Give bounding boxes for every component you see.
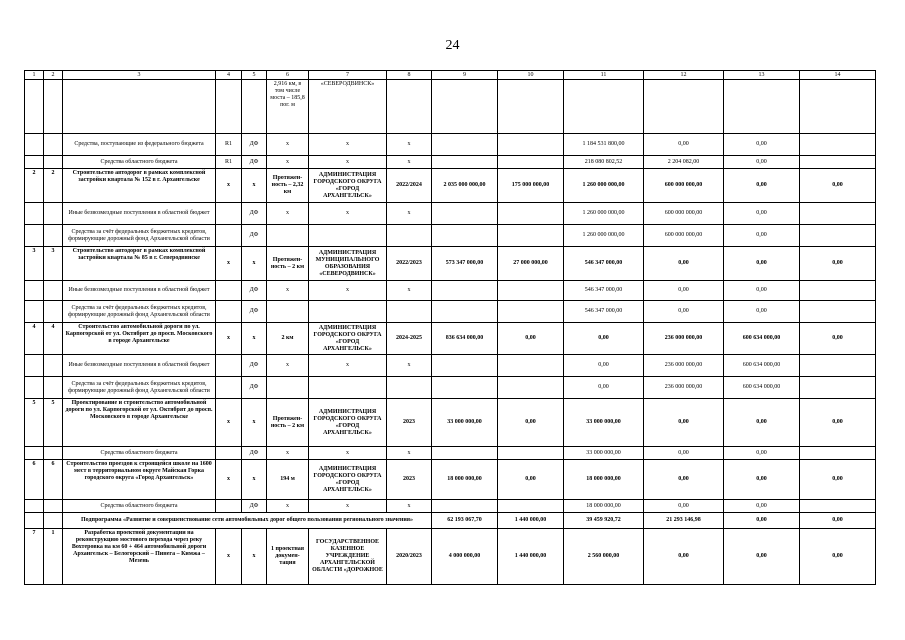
customer-cell: х: [309, 355, 387, 377]
subprogram-name: Подпрограмма «Развитие и совершенствование сети автомобильных дорог общего пользования регионального значения»: [63, 513, 432, 529]
row-subnumber: [44, 500, 63, 513]
amount-cell: 546 347 000,00: [564, 301, 644, 323]
header-cell: 5: [242, 71, 267, 80]
cell-code: х: [216, 399, 242, 447]
amount-cell: [498, 225, 564, 247]
amount-cell: 0,00: [644, 301, 724, 323]
cell-fund: ДФ: [242, 156, 267, 169]
customer-cell: АДМИНИСТРАЦИЯ ГОРОДСКОГО ОКРУГА «ГОРОД АРХАНГЕЛЬСК»: [309, 460, 387, 500]
amount-cell: 0,00: [498, 460, 564, 500]
amount-cell: [498, 301, 564, 323]
period-cell: х: [387, 281, 432, 301]
row-subnumber: 4: [44, 323, 63, 355]
amount-cell: 546 347 000,00: [564, 281, 644, 301]
row-number: [25, 134, 44, 156]
amount-cell: 18 000 000,00: [432, 460, 498, 500]
period-cell: 2024-2025: [387, 323, 432, 355]
amount-cell: [498, 281, 564, 301]
table-row-item: [25, 247, 876, 281]
cell-code: [216, 355, 242, 377]
table-row-source: [25, 203, 876, 225]
cell-empty: [25, 513, 44, 529]
customer-cell: АДМИНИСТРАЦИЯ МУНИЦИПАЛЬНОГО ОБРАЗОВАНИЯ «СЕВЕРОДВИНСК»: [309, 247, 387, 281]
table-row-source: [25, 447, 876, 460]
cell-fund: ДФ: [242, 203, 267, 225]
customer-cell: [309, 225, 387, 247]
capacity-cell: [267, 301, 309, 323]
row-subnumber: 5: [44, 399, 63, 447]
amount-cell: [800, 447, 876, 460]
amount-cell: [498, 447, 564, 460]
cell-code: х: [216, 169, 242, 203]
table-row-item: [25, 460, 876, 500]
amount-cell: 236 000 000,00: [644, 377, 724, 399]
cell-fund: ДФ: [242, 500, 267, 513]
amount-cell: 0,00: [564, 323, 644, 355]
amount-cell: [800, 203, 876, 225]
amount-cell: 18 000 000,00: [564, 460, 644, 500]
period-cell: [387, 377, 432, 399]
header-cell: 13: [724, 71, 800, 80]
row-subnumber: [44, 203, 63, 225]
period-cell: 2022/2023: [387, 247, 432, 281]
table-row-source: [25, 225, 876, 247]
amount-cell: 0,00: [724, 203, 800, 225]
cell-code: R1: [216, 156, 242, 169]
cell-fund: ДФ: [242, 281, 267, 301]
amount-cell: [432, 203, 498, 225]
customer-cell: х: [309, 134, 387, 156]
customer-cell: АДМИНИСТРАЦИЯ ГОРОДСКОГО ОКРУГА «ГОРОД АРХАНГЕЛЬСК»: [309, 323, 387, 355]
amount-cell: [498, 355, 564, 377]
customer-cell: х: [309, 281, 387, 301]
amount-cell: [432, 355, 498, 377]
row-number: 4: [25, 323, 44, 355]
amount-cell: 600 634 000,00: [724, 323, 800, 355]
period-cell: [387, 225, 432, 247]
cell-fund: х: [242, 529, 267, 585]
funding-source-name: Средства за счёт федеральных бюджетных кредитов, формирующие дорожный фонд Архангельской области: [63, 377, 216, 399]
row-number: [25, 156, 44, 169]
customer-cell: «СЕВЕРОДВИНСК»: [309, 80, 387, 134]
amount-cell: [800, 225, 876, 247]
header-cell: 10: [498, 71, 564, 80]
table-row-source: [25, 134, 876, 156]
amount-cell: 0,00: [644, 281, 724, 301]
funding-source-name: Средства областного бюджета: [63, 447, 216, 460]
row-number: [25, 500, 44, 513]
table-row-source: [25, 281, 876, 301]
customer-cell: [309, 377, 387, 399]
cell-fund: ДФ: [242, 301, 267, 323]
amount-cell: [644, 80, 724, 134]
row-subnumber: 6: [44, 460, 63, 500]
amount-cell: 0,00: [498, 323, 564, 355]
table-row-item: [25, 399, 876, 447]
cell-code: [216, 225, 242, 247]
cell-code: х: [216, 460, 242, 500]
capacity-cell: х: [267, 156, 309, 169]
header-cell: 11: [564, 71, 644, 80]
row-subnumber: [44, 156, 63, 169]
capacity-cell: х: [267, 355, 309, 377]
amount-cell: [498, 203, 564, 225]
row-subnumber: 2: [44, 169, 63, 203]
amount-cell: 175 000 000,00: [498, 169, 564, 203]
amount-cell: 600 000 000,00: [644, 203, 724, 225]
cell-code: [216, 80, 242, 134]
object-name: Разработка проектной документации на реконструкцию мостового перехода через реку Вохтеровка на км 60 + 464 автомобильной дороги Архангельск – Белогорский – Пинега – Кимжа – Мезень: [63, 529, 216, 585]
amount-cell: 18 000 000,00: [564, 500, 644, 513]
amount-cell: 600 000 000,00: [644, 169, 724, 203]
object-name: Строительство проездов к строящейся школе на 1600 мест в территориальном округе Майская Горка городского округа «Город Архангельск»: [63, 460, 216, 500]
amount-cell: 573 347 000,00: [432, 247, 498, 281]
capacity-cell: х: [267, 500, 309, 513]
amount-cell: [498, 156, 564, 169]
amount-cell: 33 000 000,00: [564, 447, 644, 460]
amount-cell: 4 000 000,00: [432, 529, 498, 585]
amount-cell: [564, 80, 644, 134]
cell-code: [216, 281, 242, 301]
funding-source-name: Иные безвозмездные поступления в областной бюджет: [63, 355, 216, 377]
customer-cell: х: [309, 447, 387, 460]
amount-cell: 0,00: [724, 301, 800, 323]
period-cell: х: [387, 156, 432, 169]
cell-fund: ДФ: [242, 134, 267, 156]
cell-fund: ДФ: [242, 377, 267, 399]
period-cell: 2022/2024: [387, 169, 432, 203]
cell-fund: х: [242, 460, 267, 500]
amount-cell: [498, 500, 564, 513]
capacity-cell: Протяжен-ность – 2,32 км: [267, 169, 309, 203]
object-name: Строительство автодорог в рамках комплексной застройки квартала № 85 в г. Северодвинске: [63, 247, 216, 281]
customer-cell: х: [309, 156, 387, 169]
row-number: 3: [25, 247, 44, 281]
customer-cell: х: [309, 203, 387, 225]
amount-cell: 0,00: [800, 513, 876, 529]
row-number: [25, 80, 44, 134]
cell-fund: ДФ: [242, 355, 267, 377]
amount-cell: [800, 156, 876, 169]
row-number: 6: [25, 460, 44, 500]
period-cell: 2020/2023: [387, 529, 432, 585]
cell-code: х: [216, 323, 242, 355]
amount-cell: 0,00: [644, 500, 724, 513]
object-name: Строительство автодорог в рамках комплексной застройки квартала № 152 в г. Архангельске: [63, 169, 216, 203]
cell-code: [216, 203, 242, 225]
amount-cell: 0,00: [724, 281, 800, 301]
amount-cell: [800, 355, 876, 377]
row-subnumber: [44, 447, 63, 460]
amount-cell: [800, 500, 876, 513]
row-subnumber: [44, 355, 63, 377]
funding-source-name: Средства за счёт федеральных бюджетных кредитов, формирующие дорожный фонд Архангельской области: [63, 225, 216, 247]
amount-cell: 1 260 000 000,00: [564, 203, 644, 225]
customer-cell: АДМИНИСТРАЦИЯ ГОРОДСКОГО ОКРУГА «ГОРОД АРХАНГЕЛЬСК»: [309, 169, 387, 203]
amount-cell: 27 000 000,00: [498, 247, 564, 281]
amount-cell: 0,00: [800, 169, 876, 203]
amount-cell: 0,00: [498, 399, 564, 447]
budget-table: [24, 70, 876, 585]
amount-cell: [432, 301, 498, 323]
header-cell: 9: [432, 71, 498, 80]
amount-cell: 0,00: [564, 355, 644, 377]
cell-fund: х: [242, 169, 267, 203]
amount-cell: 0,00: [724, 156, 800, 169]
funding-source-name: Средства областного бюджета: [63, 500, 216, 513]
amount-cell: 0,00: [724, 169, 800, 203]
row-subnumber: [44, 301, 63, 323]
capacity-cell: 194 м: [267, 460, 309, 500]
customer-cell: ГОСУДАРСТВЕННОЕ КАЗЕННОЕ УЧРЕЖДЕНИЕ АРХАНГЕЛЬСКОЙ ОБЛАСТИ «ДОРОЖНОЕ: [309, 529, 387, 585]
row-number: [25, 281, 44, 301]
amount-cell: 0,00: [644, 399, 724, 447]
object-name: Проектирование и строительство автомобильной дороги по ул. Карпогорской от ул. Октябрят до просп. Московского в городе Архангельске: [63, 399, 216, 447]
cell-code: [216, 500, 242, 513]
amount-cell: 0,00: [800, 460, 876, 500]
row-subnumber: [44, 225, 63, 247]
amount-cell: 0,00: [800, 529, 876, 585]
cell-fund: [242, 80, 267, 134]
header-cell: 8: [387, 71, 432, 80]
table-row-source: [25, 156, 876, 169]
amount-cell: 0,00: [724, 529, 800, 585]
cell-code: R1: [216, 134, 242, 156]
row-number: [25, 203, 44, 225]
row-subnumber: [44, 281, 63, 301]
amount-cell: [432, 377, 498, 399]
amount-cell: 62 193 067,70: [432, 513, 498, 529]
cell-code: [216, 377, 242, 399]
header-cell: 7: [309, 71, 387, 80]
table-row-item: [25, 169, 876, 203]
cell-code: [216, 447, 242, 460]
amount-cell: 0,00: [724, 247, 800, 281]
period-cell: х: [387, 134, 432, 156]
amount-cell: [498, 377, 564, 399]
table-row-subprogram: [25, 513, 876, 529]
cell-fund: х: [242, 247, 267, 281]
table-row-source: [25, 301, 876, 323]
amount-cell: 600 634 000,00: [724, 377, 800, 399]
row-number: [25, 225, 44, 247]
row-number: 5: [25, 399, 44, 447]
amount-cell: [432, 134, 498, 156]
amount-cell: [432, 500, 498, 513]
amount-cell: 0,00: [644, 447, 724, 460]
amount-cell: 1 260 000 000,00: [564, 169, 644, 203]
amount-cell: 600 000 000,00: [644, 225, 724, 247]
amount-cell: 33 000 000,00: [564, 399, 644, 447]
period-cell: х: [387, 203, 432, 225]
table-row-item: [25, 323, 876, 355]
amount-cell: [724, 80, 800, 134]
capacity-cell: 1 проектная докумен-тация: [267, 529, 309, 585]
funding-source-name: Средства, поступающие из федерального бюджета: [63, 134, 216, 156]
capacity-cell: [267, 377, 309, 399]
amount-cell: [800, 301, 876, 323]
amount-cell: 1 184 531 800,00: [564, 134, 644, 156]
cell-code: [216, 301, 242, 323]
cell-code: х: [216, 529, 242, 585]
object-name: Строительство автомобильной дороги по ул. Карпогорской от ул. Октябрят до просп. Московского в городе Архангельске: [63, 323, 216, 355]
row-number: [25, 447, 44, 460]
amount-cell: 236 000 000,00: [644, 355, 724, 377]
amount-cell: 2 560 000,00: [564, 529, 644, 585]
amount-cell: 1 440 000,00: [498, 529, 564, 585]
page-number: 24: [445, 38, 460, 53]
amount-cell: 0,00: [564, 377, 644, 399]
amount-cell: 600 634 000,00: [724, 355, 800, 377]
row-number: [25, 355, 44, 377]
table-row-source: [25, 377, 876, 399]
amount-cell: 236 000 000,00: [644, 323, 724, 355]
table-row-source: [25, 355, 876, 377]
row-number: [25, 301, 44, 323]
amount-cell: 39 459 920,72: [564, 513, 644, 529]
header-cell: 6: [267, 71, 309, 80]
table-row-item: [25, 529, 876, 585]
funding-source-name: Иные безвозмездные поступления в областной бюджет: [63, 281, 216, 301]
amount-cell: 0,00: [800, 247, 876, 281]
row-number: 2: [25, 169, 44, 203]
amount-cell: 0,00: [724, 134, 800, 156]
period-cell: [387, 80, 432, 134]
cell-fund: х: [242, 399, 267, 447]
capacity-cell: х: [267, 203, 309, 225]
amount-cell: 0,00: [644, 460, 724, 500]
amount-cell: [800, 80, 876, 134]
header-cell: 4: [216, 71, 242, 80]
object-name: [63, 80, 216, 134]
amount-cell: 0,00: [800, 323, 876, 355]
cell-fund: ДФ: [242, 225, 267, 247]
funding-source-name: Средства за счёт федеральных бюджетных кредитов, формирующие дорожный фонд Архангельской области: [63, 301, 216, 323]
amount-cell: 0,00: [644, 529, 724, 585]
header-cell: 1: [25, 71, 44, 80]
period-cell: [387, 301, 432, 323]
capacity-cell: Протяжен-ность – 2 км: [267, 399, 309, 447]
amount-cell: 2 204 082,00: [644, 156, 724, 169]
capacity-cell: 2 км: [267, 323, 309, 355]
amount-cell: [432, 225, 498, 247]
row-subnumber: [44, 377, 63, 399]
amount-cell: 0,00: [644, 247, 724, 281]
funding-source-name: Средства областного бюджета: [63, 156, 216, 169]
amount-cell: 836 634 000,00: [432, 323, 498, 355]
row-subnumber: [44, 80, 63, 134]
period-cell: 2023: [387, 460, 432, 500]
amount-cell: [800, 134, 876, 156]
row-number: 7: [25, 529, 44, 585]
header-cell: 14: [800, 71, 876, 80]
table-row-source: [25, 500, 876, 513]
period-cell: х: [387, 447, 432, 460]
row-subnumber: 1: [44, 529, 63, 585]
header-row: [25, 71, 876, 80]
amount-cell: 2 035 000 000,00: [432, 169, 498, 203]
amount-cell: [432, 281, 498, 301]
customer-cell: [309, 301, 387, 323]
cell-fund: х: [242, 323, 267, 355]
capacity-cell: х: [267, 281, 309, 301]
row-subnumber: 3: [44, 247, 63, 281]
cell-empty: [44, 513, 63, 529]
amount-cell: 546 347 000,00: [564, 247, 644, 281]
amount-cell: [498, 80, 564, 134]
header-cell: 12: [644, 71, 724, 80]
funding-source-name: Иные безвозмездные поступления в областной бюджет: [63, 203, 216, 225]
period-cell: х: [387, 500, 432, 513]
amount-cell: [800, 281, 876, 301]
amount-cell: [432, 80, 498, 134]
capacity-cell: х: [267, 134, 309, 156]
period-cell: 2023: [387, 399, 432, 447]
header-cell: 2: [44, 71, 63, 80]
amount-cell: 0,00: [724, 460, 800, 500]
amount-cell: [432, 156, 498, 169]
header-cell: 3: [63, 71, 216, 80]
amount-cell: 0,00: [644, 134, 724, 156]
customer-cell: х: [309, 500, 387, 513]
capacity-cell: Протяжен-ность – 2 км: [267, 247, 309, 281]
capacity-cell: 2,916 км, в том числе моста – 185,8 пог. м: [267, 80, 309, 134]
amount-cell: 0,00: [724, 500, 800, 513]
amount-cell: 0,00: [724, 399, 800, 447]
amount-cell: 33 000 000,00: [432, 399, 498, 447]
table-row-source: [25, 80, 876, 134]
row-subnumber: [44, 134, 63, 156]
amount-cell: 0,00: [724, 513, 800, 529]
capacity-cell: [267, 225, 309, 247]
amount-cell: [432, 447, 498, 460]
cell-fund: ДФ: [242, 447, 267, 460]
capacity-cell: х: [267, 447, 309, 460]
amount-cell: 0,00: [724, 225, 800, 247]
row-number: [25, 377, 44, 399]
customer-cell: АДМИНИСТРАЦИЯ ГОРОДСКОГО ОКРУГА «ГОРОД АРХАНГЕЛЬСК»: [309, 399, 387, 447]
cell-code: х: [216, 247, 242, 281]
amount-cell: 1 440 000,00: [498, 513, 564, 529]
amount-cell: 0,00: [800, 399, 876, 447]
amount-cell: 218 080 802,52: [564, 156, 644, 169]
amount-cell: [498, 134, 564, 156]
amount-cell: 0,00: [724, 447, 800, 460]
amount-cell: 21 293 146,98: [644, 513, 724, 529]
period-cell: х: [387, 355, 432, 377]
amount-cell: 1 260 000 000,00: [564, 225, 644, 247]
amount-cell: [800, 377, 876, 399]
